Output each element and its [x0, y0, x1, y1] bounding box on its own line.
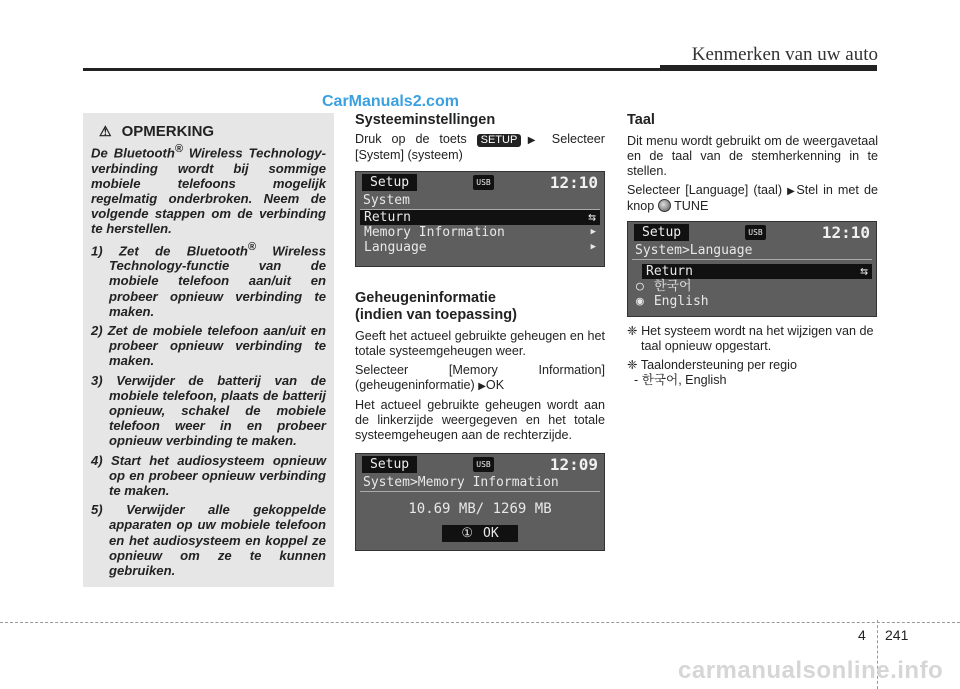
radio-empty-icon: ○ [636, 279, 644, 294]
menu-item-label: Language [364, 240, 427, 255]
screen-topbar [628, 222, 876, 242]
note-item-text: Start het audiosysteem opnieuw op en probeer opnieuw verbinding te maken. [109, 452, 327, 498]
note-item [91, 453, 326, 499]
radio-selected-icon: ◉ [636, 294, 644, 309]
tune-knob-icon [658, 199, 671, 212]
memory-p2 [355, 363, 605, 394]
header-title: Kenmerken van uw auto [691, 44, 878, 65]
screen-tab: Setup [362, 456, 417, 473]
page-number: 241 [885, 627, 909, 643]
language-note-2-text: Taalondersteuning per regio [640, 358, 797, 372]
language-option [628, 279, 876, 294]
note-intro-reg: ® [174, 143, 183, 155]
language-note-1 [627, 324, 878, 354]
header-rule [83, 68, 678, 71]
return-icon: ⇆ [588, 210, 596, 225]
screen-tab: Setup [362, 174, 417, 191]
note-item-text-b: Wireless Technology-functie van de mobiele telefoon aan/uit en probeer opnieuw verbinding te maken. [109, 242, 326, 319]
arrow-right-icon: ▶ [787, 186, 797, 197]
language-p1: Dit menu wordt gebruikt om de weergavetaal en de taal van de stemherkenning in te stellen. [627, 134, 878, 178]
screen-title: System>Language [632, 242, 872, 260]
memory-heading-sub: (indien van toepassing) [355, 307, 517, 323]
note-item [91, 502, 326, 578]
chevron-right-icon: ▶ [590, 227, 596, 237]
column-system-memory [355, 112, 605, 551]
screen-title: System [360, 192, 600, 210]
arrow-right-icon: ▶ [478, 381, 486, 392]
note-box [83, 113, 334, 587]
note-mark-icon: ❈ [627, 358, 638, 372]
screen-time: 12:10 [821, 222, 870, 242]
setup-button-label: SETUP [477, 134, 522, 147]
language-option-label: 한국어 [653, 279, 692, 294]
language-heading: Taal [627, 112, 655, 128]
menu-item-language [356, 240, 604, 255]
watermark-bottom: carmanualsonline.info [678, 657, 944, 684]
ok-label: OK [483, 526, 499, 541]
note-item-text: Verwijder alle gekoppelde apparaten op uw mobiele telefoon en het audiosysteem en koppel ze opnieuw om ze te kunnen gebruiken. [109, 502, 327, 578]
header-rule-thick [660, 65, 877, 71]
note-intro [91, 142, 326, 237]
system-text-a: Druk op de toets [355, 132, 477, 146]
note-item-text: Zet de mobiele telefoon aan/uit en probeer opnieuw verbinding te maken. [107, 322, 326, 369]
ok-button [442, 525, 518, 542]
note-item [91, 240, 326, 319]
note-item [91, 373, 326, 449]
column-language [627, 112, 878, 388]
note-item-num: 2) [91, 322, 103, 338]
return-icon: ⇆ [860, 264, 868, 279]
menu-item-memory [356, 225, 604, 240]
screen-topbar [356, 454, 604, 474]
memory-p2-a: Selecteer [Memory Information] (geheugeninformatie) [355, 363, 605, 392]
ok-number-icon: ① [461, 526, 473, 541]
language-option [628, 294, 876, 309]
language-p2-c: TUNE [670, 199, 709, 213]
chevron-right-icon: ▶ [590, 242, 596, 252]
language-note-1-text: Het systeem wordt na het wijzigen van de taal opnieuw opgestart. [641, 324, 874, 353]
memory-value: 10.69 MB/ 1269 MB [408, 501, 552, 517]
language-note-3: - 한국어, English [634, 373, 727, 387]
system-text-b: Selecteer [System] (systeem) [355, 132, 606, 162]
usb-icon: USB [473, 457, 493, 472]
footer-rule [0, 622, 960, 623]
note-mark-icon: ❈ [627, 324, 638, 338]
language-screen [627, 221, 877, 317]
memory-p2-b: OK [485, 378, 505, 392]
memory-heading: Geheugeninformatie [355, 290, 496, 306]
note-item-reg: ® [247, 240, 256, 253]
memory-p1: Geeft het actueel gebruikte geheugen en het totale systeemgeheugen weer. [355, 329, 605, 358]
screen-title: System>Memory Information [360, 474, 600, 492]
menu-item-return [360, 210, 600, 225]
screen-tab: Setup [634, 224, 689, 241]
usb-icon: USB [745, 225, 765, 240]
language-option-label: English [653, 294, 709, 309]
screen-time: 12:10 [549, 172, 598, 192]
language-note-2 [627, 358, 878, 373]
usb-icon: USB [473, 175, 493, 190]
note-item-num: 1) [91, 242, 103, 258]
note-title [91, 123, 326, 140]
note-item-text: Verwijder de batterij van de mobiele telefoon, plaats de batterij opnieuw, schakel de mobiele telefoon weer in en probeer opnieuw verbinding te maken. [109, 372, 326, 449]
note-item-num: 3) [91, 372, 103, 388]
language-p2-b: Stel in met de knop [627, 183, 878, 213]
memory-screen [355, 453, 605, 551]
note-item [91, 323, 326, 369]
system-text [355, 132, 605, 163]
menu-item-label: Memory Information [364, 225, 505, 240]
note-item-num: 4) [91, 452, 103, 468]
note-intro-b: Wireless Technology-verbinding wordt bij sommige mobiele telefoons mogelijk regelmatig onderbroken. Neem de volgende stappen om de verbinding te herstellen. [91, 145, 326, 237]
note-intro-a: De Bluetooth [91, 145, 175, 161]
watermark-top: CarManuals2.com [322, 93, 459, 110]
menu-item-label: Return [646, 264, 693, 279]
note-item-num: 5) [91, 502, 103, 518]
warning-icon: ⚠ [99, 123, 112, 139]
note-title-text: OPMERKING [121, 123, 215, 140]
screen-time: 12:09 [549, 454, 598, 474]
note-item-text-a: Zet de Bluetooth [119, 242, 248, 258]
screen-topbar [356, 172, 604, 192]
memory-p3: Het actueel gebruikte geheugen wordt aan de linkerzijde weergegeven en het totale systeemgeheugen aan de rechterzijde. [355, 398, 605, 442]
menu-item-label: Return [364, 210, 411, 225]
note-list [91, 240, 326, 579]
chapter-number: 4 [858, 627, 866, 643]
system-screen [355, 171, 605, 267]
menu-item-return [642, 264, 872, 279]
system-heading: Systeeminstellingen [355, 112, 496, 128]
language-p2 [627, 183, 878, 214]
arrow-right-icon: ▶ [521, 135, 542, 146]
language-p2-a: Selecteer [Language] (taal) [627, 183, 788, 197]
